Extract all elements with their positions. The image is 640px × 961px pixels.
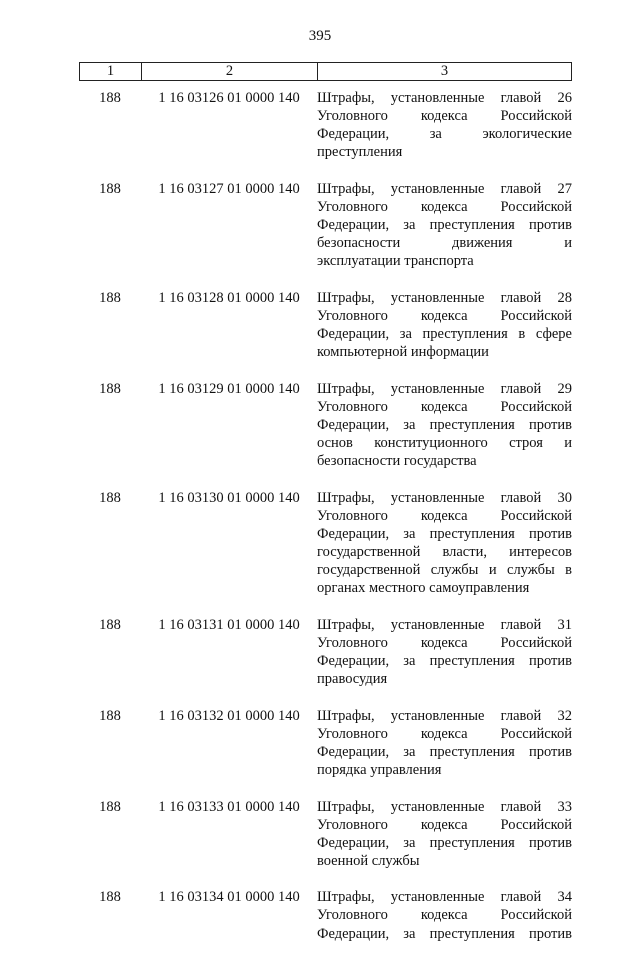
- description-word: за: [403, 743, 416, 760]
- description-line: [317, 125, 572, 143]
- kbk-code-cell: 1 16 03129 01 0000 140: [158, 380, 300, 397]
- description-word: и: [488, 562, 497, 579]
- description-word: против: [528, 925, 572, 942]
- description-word: 32: [557, 707, 572, 724]
- description-word: Уголовного: [317, 108, 388, 125]
- description-word: кодекса: [420, 198, 468, 215]
- description-word: Федерации,: [317, 525, 390, 542]
- description-word: преступления: [317, 144, 403, 161]
- description-line: [317, 816, 572, 834]
- description-line: [317, 180, 572, 198]
- description-line: [317, 725, 572, 743]
- description-word: за: [429, 126, 442, 143]
- description-line: [317, 743, 572, 761]
- description-word: за: [403, 525, 416, 542]
- description-cell: [317, 180, 572, 270]
- admin-code-cell: 188: [99, 798, 121, 815]
- description-word: компьютерной информации: [317, 344, 489, 361]
- description-word: главой: [500, 289, 542, 306]
- description-line: [317, 634, 572, 652]
- description-word: Российской: [500, 634, 572, 651]
- description-line: [317, 707, 572, 725]
- description-line: [317, 89, 572, 107]
- description-word: 28: [557, 289, 572, 306]
- description-line: [317, 398, 572, 416]
- description-word: Российской: [500, 108, 572, 125]
- description-word: Штрафы,: [317, 180, 375, 197]
- description-word: власти,: [442, 543, 487, 560]
- description-word: преступления: [429, 416, 515, 433]
- description-word: Штрафы,: [317, 289, 375, 306]
- description-word: 33: [557, 798, 572, 815]
- kbk-code-cell: 1 16 03128 01 0000 140: [158, 289, 300, 306]
- description-word: Федерации,: [317, 743, 390, 760]
- description-word: установленные: [390, 616, 485, 633]
- description-word: Уголовного: [317, 198, 388, 215]
- kbk-code-cell: 1 16 03133 01 0000 140: [158, 798, 300, 815]
- description-word: Штрафы,: [317, 380, 375, 397]
- description-line: [317, 852, 572, 870]
- description-word: установленные: [390, 289, 485, 306]
- description-line: [317, 507, 572, 525]
- description-word: порядка управления: [317, 761, 442, 778]
- description-word: за: [403, 925, 416, 942]
- description-word: преступления: [429, 834, 515, 851]
- description-word: Федерации,: [317, 925, 390, 942]
- kbk-code-cell: 1 16 03134 01 0000 140: [158, 889, 300, 906]
- table-row: [79, 489, 572, 598]
- description-word: Федерации,: [317, 652, 390, 669]
- description-word: преступления: [429, 652, 515, 669]
- description-word: преступления: [429, 925, 515, 942]
- description-word: установленные: [390, 798, 485, 815]
- description-word: и: [564, 435, 572, 451]
- description-cell: [317, 888, 572, 942]
- description-word: Уголовного: [317, 816, 388, 833]
- description-word: главой: [500, 798, 542, 815]
- admin-code-cell: 188: [99, 90, 121, 106]
- description-word: против: [528, 416, 572, 433]
- description-word: преступления: [429, 743, 515, 760]
- description-word: Российской: [500, 725, 572, 742]
- description-word: кодекса: [420, 507, 468, 524]
- admin-code-cell: 188: [99, 489, 121, 506]
- description-line: [317, 234, 572, 252]
- description-word: главой: [500, 380, 542, 397]
- description-word: 34: [557, 889, 572, 906]
- kbk-code-cell: 1 16 03132 01 0000 140: [158, 707, 300, 724]
- description-word: 26: [557, 90, 572, 106]
- description-line: [317, 307, 572, 325]
- description-cell: [317, 707, 572, 779]
- kbk-code-cell: 1 16 03127 01 0000 140: [158, 180, 300, 197]
- description-word: Штрафы,: [317, 616, 375, 633]
- table-row: [79, 616, 572, 688]
- description-word: службы: [430, 562, 479, 579]
- description-word: Уголовного: [317, 398, 388, 415]
- description-line: [317, 670, 572, 688]
- table-row: [79, 380, 572, 470]
- description-word: кодекса: [420, 816, 468, 833]
- description-word: в: [565, 562, 572, 579]
- description-line: [317, 489, 572, 507]
- description-word: кодекса: [420, 108, 468, 125]
- description-word: за: [403, 834, 416, 851]
- description-word: Уголовного: [317, 634, 388, 651]
- description-word: Российской: [500, 198, 572, 215]
- description-word: 30: [557, 489, 572, 506]
- description-word: главой: [500, 489, 542, 506]
- description-word: кодекса: [420, 634, 468, 651]
- admin-code-cell: 188: [99, 616, 121, 633]
- description-word: Российской: [500, 398, 572, 415]
- admin-code-cell: 188: [99, 707, 121, 724]
- description-word: установленные: [390, 707, 485, 724]
- table-row: [79, 89, 572, 161]
- header-col-3: 3: [440, 63, 449, 79]
- description-word: 27: [557, 180, 572, 197]
- description-word: против: [528, 743, 572, 760]
- description-word: интересов: [509, 543, 572, 560]
- description-word: Российской: [500, 307, 572, 324]
- description-line: [317, 925, 572, 943]
- description-word: правосудия: [317, 671, 388, 688]
- description-word: за: [403, 652, 416, 669]
- description-cell: [317, 616, 572, 688]
- description-cell: [317, 89, 572, 161]
- kbk-code-cell: 1 16 03130 01 0000 140: [158, 489, 300, 506]
- description-word: Федерации,: [317, 834, 390, 851]
- description-line: [317, 343, 572, 361]
- description-word: Российской: [500, 907, 572, 924]
- description-word: Российской: [500, 507, 572, 524]
- description-word: главой: [500, 180, 542, 197]
- description-line: [317, 452, 572, 470]
- description-line: [317, 289, 572, 307]
- description-line: [317, 543, 572, 561]
- description-word: безопасности государства: [317, 453, 477, 470]
- description-line: [317, 434, 572, 452]
- description-word: установленные: [390, 889, 485, 906]
- header-col-1: 1: [80, 63, 142, 80]
- description-line: [317, 616, 572, 634]
- description-line: [317, 652, 572, 670]
- description-word: кодекса: [420, 398, 468, 415]
- description-word: военной службы: [317, 852, 420, 869]
- description-word: за: [403, 217, 416, 234]
- description-cell: [317, 380, 572, 470]
- description-word: кодекса: [420, 907, 468, 924]
- description-word: Федерации,: [317, 217, 390, 234]
- description-word: установленные: [390, 90, 485, 106]
- description-word: Российской: [500, 816, 572, 833]
- description-word: кодекса: [420, 725, 468, 742]
- description-word: экологические: [482, 126, 572, 143]
- description-word: за: [403, 416, 416, 433]
- description-word: против: [528, 652, 572, 669]
- description-line: [317, 143, 572, 161]
- description-word: основ: [317, 435, 353, 451]
- description-line: [317, 834, 572, 852]
- description-word: движения: [452, 235, 513, 252]
- description-word: установленные: [390, 180, 485, 197]
- description-word: кодекса: [420, 307, 468, 324]
- description-line: [317, 416, 572, 434]
- kbk-code-cell: 1 16 03131 01 0000 140: [158, 616, 300, 633]
- description-line: [317, 216, 572, 234]
- description-cell: [317, 289, 572, 361]
- description-cell: [317, 798, 572, 870]
- description-word: установленные: [390, 380, 485, 397]
- description-word: Уголовного: [317, 725, 388, 742]
- description-word: строя: [509, 435, 543, 451]
- description-line: [317, 525, 572, 543]
- description-word: Штрафы,: [317, 90, 375, 106]
- description-word: эксплуатации транспорта: [317, 253, 474, 270]
- description-word: Федерации,: [317, 326, 390, 343]
- table-row: [79, 707, 572, 779]
- description-word: за: [399, 326, 412, 343]
- table-row: [79, 180, 572, 270]
- description-word: против: [528, 525, 572, 542]
- description-word: главой: [500, 707, 542, 724]
- admin-code-cell: 188: [99, 889, 121, 906]
- description-word: главой: [500, 889, 542, 906]
- description-line: [317, 579, 572, 597]
- description-word: Штрафы,: [317, 707, 375, 724]
- table-body: [79, 89, 572, 961]
- table-row: [79, 289, 572, 361]
- description-word: главой: [500, 90, 542, 106]
- description-word: сфере: [535, 326, 572, 343]
- description-line: [317, 906, 572, 924]
- description-line: [317, 252, 572, 270]
- description-word: Уголовного: [317, 907, 388, 924]
- description-line: [317, 198, 572, 216]
- description-word: преступления: [422, 326, 508, 343]
- page-number: 395: [308, 28, 332, 44]
- description-word: конституционного: [374, 435, 488, 451]
- description-word: главой: [500, 616, 542, 633]
- description-cell: [317, 489, 572, 598]
- description-word: безопасности: [317, 235, 401, 252]
- description-word: Штрафы,: [317, 889, 375, 906]
- description-line: [317, 107, 572, 125]
- header-col-2: 2: [142, 63, 318, 80]
- table-row: [79, 798, 572, 870]
- table-row: [79, 888, 572, 942]
- description-word: службы: [507, 562, 555, 579]
- description-word: против: [528, 217, 572, 234]
- kbk-code-cell: 1 16 03126 01 0000 140: [158, 90, 300, 106]
- description-word: в: [518, 326, 526, 343]
- description-word: установленные: [390, 489, 485, 506]
- description-word: преступления: [429, 217, 515, 234]
- description-word: Федерации,: [317, 416, 390, 433]
- description-word: Федерации,: [317, 126, 390, 143]
- description-word: и: [564, 235, 572, 252]
- description-word: органах местного самоуправления: [317, 580, 530, 597]
- description-word: против: [528, 834, 572, 851]
- description-line: [317, 888, 572, 906]
- description-line: [317, 325, 572, 343]
- description-word: Штрафы,: [317, 798, 375, 815]
- description-word: Уголовного: [317, 307, 388, 324]
- description-word: 31: [557, 616, 572, 633]
- description-line: [317, 561, 572, 579]
- admin-code-cell: 188: [99, 380, 121, 397]
- admin-code-cell: 188: [99, 289, 121, 306]
- description-word: преступления: [429, 525, 515, 542]
- description-line: [317, 798, 572, 816]
- description-word: государственной: [317, 562, 421, 579]
- description-word: Штрафы,: [317, 489, 375, 506]
- description-line: [317, 380, 572, 398]
- admin-code-cell: 188: [99, 180, 121, 197]
- description-word: государственной: [317, 543, 421, 560]
- description-word: 29: [557, 380, 572, 397]
- description-line: [317, 761, 572, 779]
- description-word: Уголовного: [317, 507, 388, 524]
- table-header: [79, 62, 572, 81]
